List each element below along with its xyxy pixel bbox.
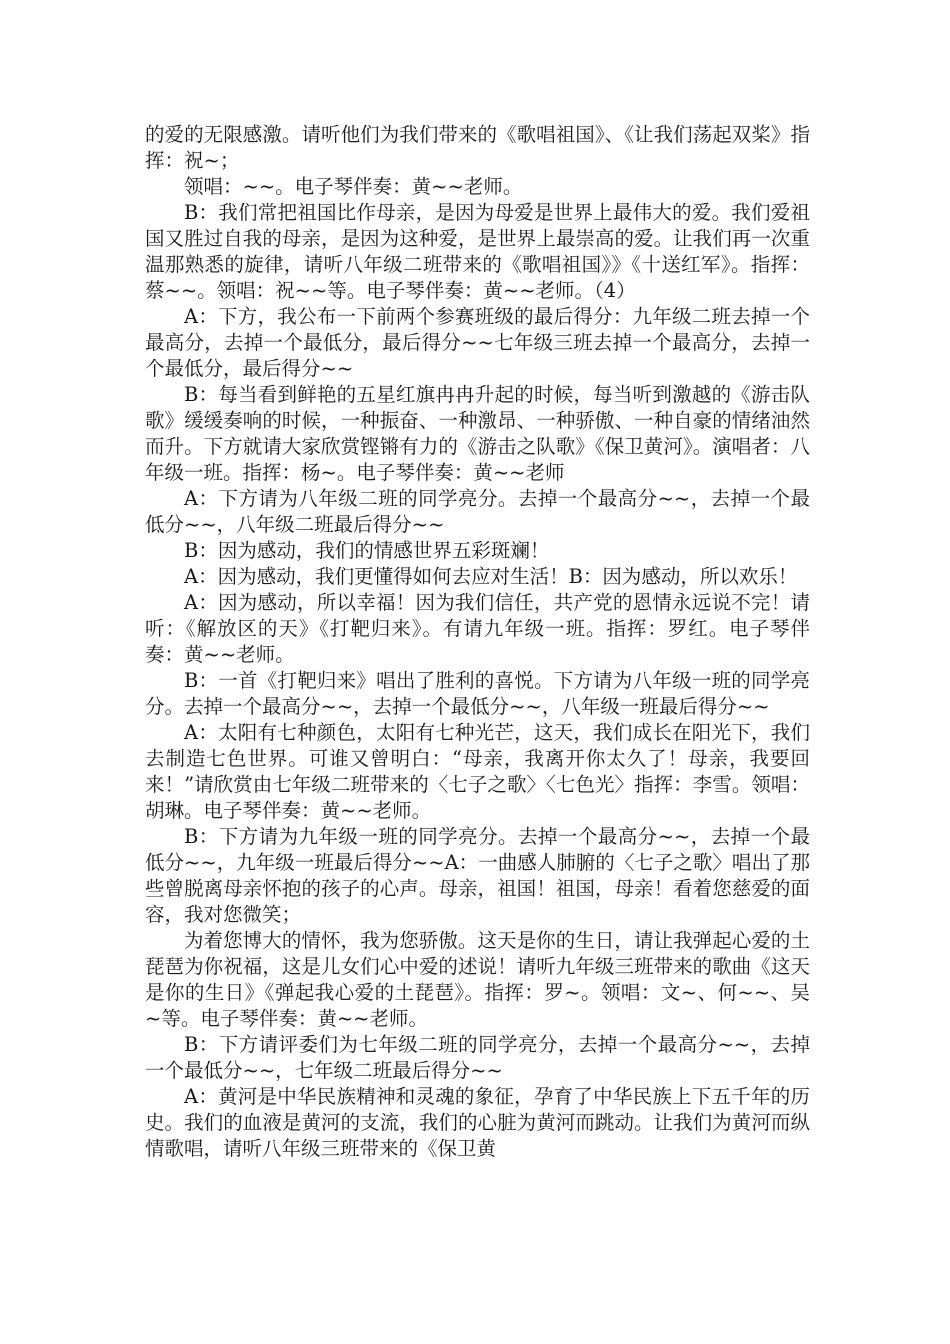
paragraph: B：下方请评委们为七年级二班的同学亮分，去掉一个最高分~~，去掉一个最低分~~，七年级二班最后得分~~ [145,1033,810,1082]
paragraph: 为着您博大的情怀，我为您骄傲。这天是你的生日，请让我弹起心爱的土琵琶为你祝福，这是儿女们心中爱的述说！请听九年级三班带来的歌曲《这天是你的生日》《弹起我心爱的土琵琶》。指挥：罗~。领唱：文~、何~~、吴~等。电子琴伴奏：黄~~老师。 [145,929,810,1030]
paragraph: B：因为感动，我们的情感世界五彩斑斓！ [184,539,550,562]
paragraph: B：每当看到鲜艳的五星红旗冉冉升起的时候，每当听到激越的《游击队歌》缓缓奏响的时候，一种振奋、一种激昂、一种骄傲、一种自豪的情绪油然而升。下方就请大家欣赏铿锵有力的《游击之队歌》《保卫黄河》。演唱者：八年级一班。指挥：杨~。电子琴伴奏：黄~~老师 [145,383,810,484]
paragraph: A：下方，我公布一下前两个参赛班级的最后得分：九年级二班去掉一个最高分，去掉一个最低分，最后得分~~七年级三班去掉一个最高分，去掉一个最低分，最后得分~~ [145,305,810,380]
paragraph: A：因为感动，我们更懂得如何去应对生活！B：因为感动，所以欢乐！ [184,565,798,588]
paragraph: A：下方请为八年级二班的同学亮分。去掉一个最高分~~，去掉一个最低分~~，八年级二班最后得分~~ [145,487,810,536]
paragraph: 的爱的无限感激。请听他们为我们带来的《歌唱祖国》、《让我们荡起双桨》指挥：祝~； [145,123,810,172]
paragraph: B：一首《打靶归来》唱出了胜利的喜悦。下方请为八年级一班的同学亮分。去掉一个最高分~~，去掉一个最低分~~，八年级一班最后得分~~ [145,669,810,718]
paragraph: A：黄河是中华民族精神和灵魂的象征，孕育了中华民族上下五千年的历史。我们的血液是黄河的支流，我们的心脏为黄河而跳动。让我们为黄河而纵情歌唱，请听八年级三班带来的《保卫黄 [145,1085,810,1160]
paragraph: 领唱：~~。电子琴伴奏：黄~~老师。 [184,175,523,198]
document-body [145,122,810,1162]
paragraph: A：太阳有七种颜色，太阳有七种光芒，这天，我们成长在阳光下，我们去制造七色世界。可谁又曾明白：“母亲，我离开你太久了！母亲，我要回来！”请欣赏由七年级二班带来的〈七子之歌〉〈七色光〉指挥：李雪。领唱：胡琳。电子琴伴奏：黄~~老师。 [145,721,810,822]
paragraph: B：我们常把祖国比作母亲，是因为母爱是世界上最伟大的爱。我们爱祖国又胜过自我的母亲，是因为这种爱，是世界上最崇高的爱。让我们再一次重温那熟悉的旋律，请听八年级二班带来的《歌唱祖国》》《十送红军》。指挥：蔡~~。领唱：祝~~等。电子琴伴奏：黄~~老师。（4） [145,201,810,302]
paragraph: B：下方请为九年级一班的同学亮分。去掉一个最高分~~，去掉一个最低分~~，九年级一班最后得分~~A：一曲感人肺腑的〈七子之歌〉唱出了那些曾脱离母亲怀抱的孩子的心声。母亲，祖国！祖国，母亲！看着您慈爱的面容，我对您微笑； [145,825,810,926]
paragraph: A：因为感动，所以幸福！因为我们信任，共产党的恩情永远说不完！请听：《解放区的天》《打靶归来》。有请九年级一班。指挥：罗红。电子琴伴奏：黄~~老师。 [145,591,810,666]
